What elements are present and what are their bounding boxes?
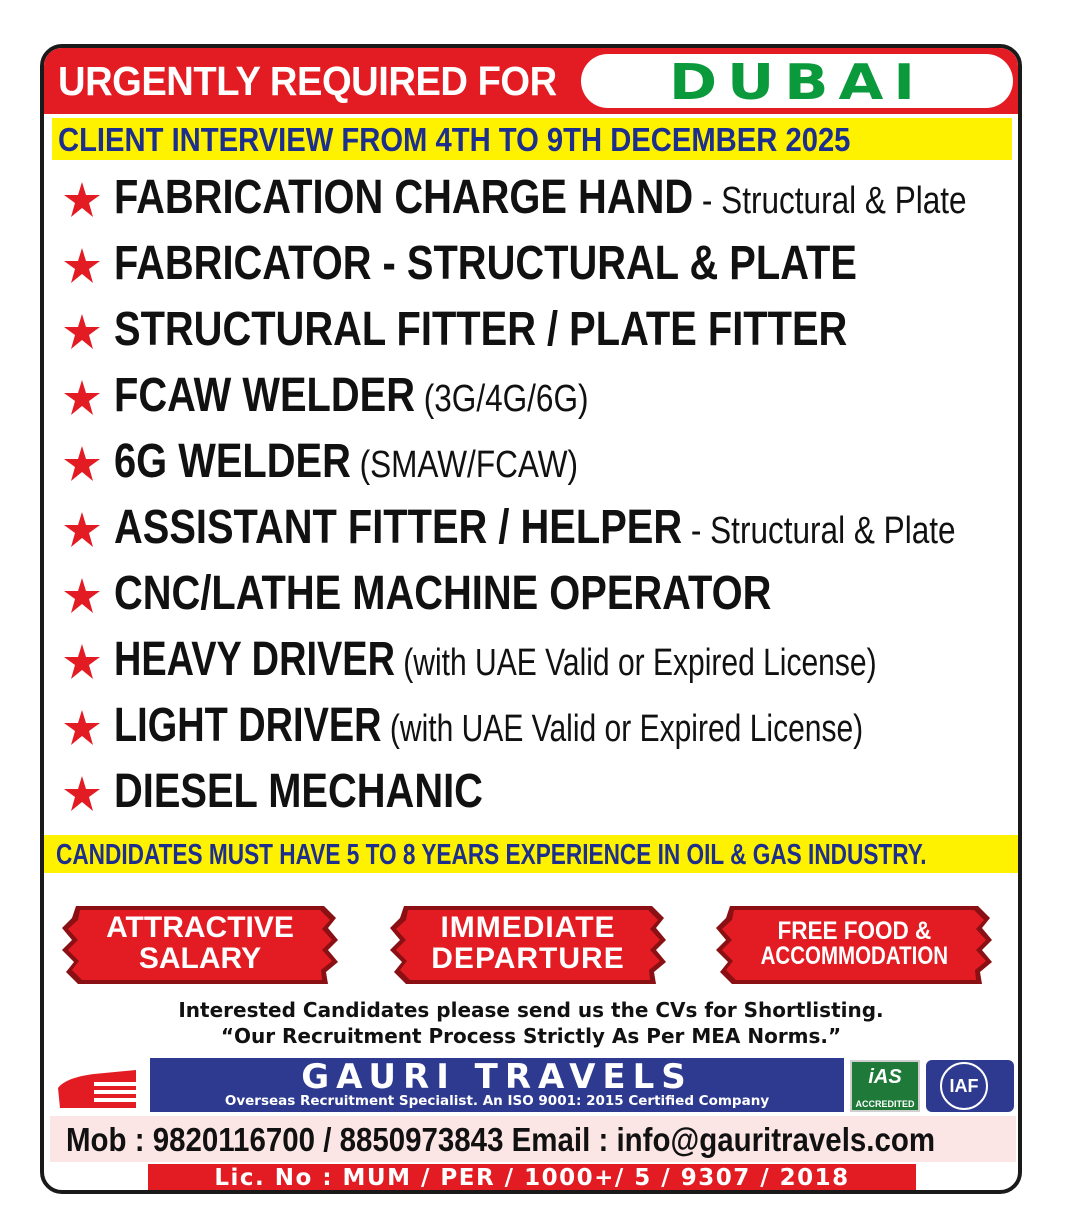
ias-label: ACCREDITED (855, 1099, 915, 1109)
job-title: FABRICATOR - STRUCTURAL & PLATE (114, 237, 857, 290)
ias-accredited-badge (850, 1060, 920, 1112)
job-detail: (with UAE Valid or Expired License) (381, 708, 864, 750)
iaf-badge (926, 1060, 1014, 1112)
experience-requirement: CANDIDATES MUST HAVE 5 TO 8 YEARS EXPERIENCE IN OIL & GAS INDUSTRY. (56, 839, 927, 871)
info-line-2: “Our Recruitment Process Strictly As Per MEA Norms.” (220, 1024, 842, 1048)
job-detail: (SMAW/FCAW) (350, 444, 579, 486)
red-star-icon (62, 312, 102, 352)
badge-line-2: SALARY (138, 942, 262, 975)
badge-line-1: ATTRACTIVE (106, 911, 294, 945)
red-star-icon (62, 246, 102, 286)
red-star-icon (62, 642, 102, 682)
badge-line-2: DEPARTURE (431, 942, 625, 975)
red-star-icon (62, 774, 102, 814)
red-star-icon (62, 444, 102, 484)
job-title: CNC/LATHE MACHINE OPERATOR (114, 567, 772, 620)
license-bar (148, 1164, 916, 1192)
ias-mark: iAS (868, 1066, 902, 1088)
badge-line-1: IMMEDIATE (440, 911, 616, 945)
food-badge (712, 898, 996, 990)
job-title: STRUCTURAL FITTER / PLATE FITTER (114, 303, 848, 356)
iaf-mark: IAF (949, 1076, 979, 1096)
urgent-heading: URGENTLY REQUIRED FOR (58, 58, 557, 104)
contact-bar (50, 1116, 1016, 1162)
departure-badge (386, 898, 670, 990)
job-title: HEAVY DRIVER (114, 633, 395, 686)
red-star-icon (62, 576, 102, 616)
interview-bar (52, 118, 1012, 160)
location-title: DUBAI (669, 52, 925, 111)
job-detail: (3G/4G/6G) (414, 378, 589, 420)
info-line-1: Interested Candidates please send us the CVs for Shortlisting. (178, 998, 884, 1022)
salary-badge (58, 898, 342, 990)
job-title: DIESEL MECHANIC (114, 765, 483, 818)
job-detail: - Structural & Plate (693, 180, 967, 222)
job-title: FCAW WELDER (114, 369, 415, 422)
location-pill (581, 52, 1013, 111)
badge-line-1: FREE FOOD & (777, 916, 931, 945)
license-number: Lic. No : MUM / PER / 1000+/ 5 / 9307 / 2018 (214, 1165, 850, 1191)
job-title: 6G WELDER (114, 435, 351, 488)
poster-frame (40, 44, 1022, 1194)
urgent-banner (44, 48, 1018, 114)
job-title: FABRICATION CHARGE HAND (114, 171, 694, 224)
requirement-bar (44, 835, 1018, 873)
interview-dates: CLIENT INTERVIEW FROM 4TH TO 9TH DECEMBER 2025 (58, 121, 851, 158)
company-name-block (150, 1058, 844, 1112)
company-tagline: Overseas Recruitment Specialist. An ISO 9001: 2015 Certified Company (224, 1093, 770, 1109)
company-header (50, 1058, 1016, 1114)
red-star-icon (62, 510, 102, 550)
contact-details: Mob : 9820116700 / 8850973843 Email : info@gauritravels.com (66, 1121, 936, 1158)
red-star-icon (62, 180, 102, 220)
red-star-icon (62, 378, 102, 418)
job-detail: - Structural & Plate (682, 510, 956, 552)
job-title: LIGHT DRIVER (114, 699, 382, 752)
red-star-icon (62, 708, 102, 748)
gauri-logo-icon (54, 1062, 140, 1112)
badge-line-2: ACCOMMODATION (760, 942, 948, 970)
job-title: ASSISTANT FITTER / HELPER (114, 501, 683, 554)
company-name: GAURI TRAVELS (301, 1057, 693, 1097)
job-detail: (with UAE Valid or Expired License) (394, 642, 877, 684)
